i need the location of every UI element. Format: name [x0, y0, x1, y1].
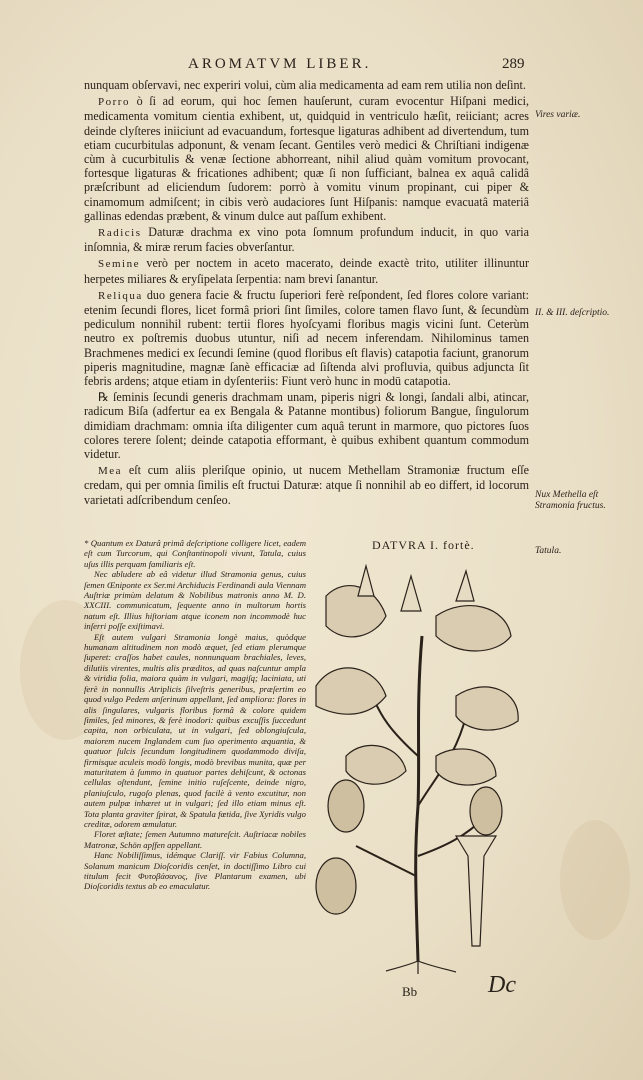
margin-note: Tatula.	[535, 546, 562, 556]
signature-mark: Bb	[402, 984, 418, 999]
lead-word: Porro	[98, 96, 130, 109]
margin-note: Vires variæ.	[535, 110, 581, 120]
note-paragraph: Eſt autem vulgari Stramonia longè maius, quòdque humanam altitudinem non modò æquet, ſed etiam plerumque ſuperet: craſſos habet caules, nonnunquam brachiales, leves, dilutiis virentes, multis alis præditos, ad quas naſcuntur ampla & viridia folia, maiora quàm in vulgari, magiſq; laciniata, uti ferè in nonnullis Atriplicis ſilveſtris generibus, præſertim eo quod vulgo Pedem anſerinum appellant, ſed ampliora: flores in alis ſingulares, vulgaris floribus formâ & colore quidem ſimiles, ſed minores, & ferè inodori: quibus excuſſis ſuccedunt capita, non orbiculata, ut in vulgari, ſed oblongiuſcula, maiorem nucem Inglandem cum ſuo operimento æquantia, & quatuor ſulcis ſecundum longitudinem quodammodo diviſa, firmisque aculeis modò longis, modò brevibus munita, quæ per maturitatem à ſummo in quatuor partes dehiſcunt, & octonas cellulas oſtendunt, ſemine initio ruſeſcente, deinde nigro, planiuſculo, rugoſo plenas, quod facilè à vento excutitur, non autem pulpæ inhæret ut in vulgari; ſed illo etiam minus eſt. Tota planta graviter ſpirat, & Spatula fœtida, ſive Xyridis vulgo creditæ, odorem æmulatur.	[84, 631, 306, 829]
note-paragraph: Nec abludere ab eâ videtur illud Stramonia genus, cuius ſemen Œniponte ex Ser.mi Archiducis Ferdinandi aula Viennam Auſtriæ primùm delatum & Nobilibus matronis anno M. D. XXCIII. communicatum, ſequente anno in multorum hortis natum eſt. Illius hiſtoriam atque iconem non incommodè huc inſerri poſſe exiſtimavi.	[84, 569, 306, 632]
paragraph	[84, 225, 529, 254]
lead-word: Radicis	[98, 227, 142, 240]
paper-stain	[560, 820, 630, 940]
main-text	[84, 78, 529, 507]
annotation-column	[84, 538, 306, 892]
paragraph-text: verò per noctem in aceto macerato, deinde exactè trito, utiliter illinuntur herpetes miliares & eryſipelata ſerpentia: nam brevi ſanantur.	[84, 256, 529, 286]
note-paragraph: Hanc Nobiliſſimus, idémque Clariſſ. vir Fabius Columna, Solanum manicum Dioſcoridis cenſet, in doctiſſimo Libro cui titulum fecit Φυτοβάσανος, ſive Plantarum examen, ubi Dioſcoridis textus ab eo emaculatur.	[84, 850, 306, 892]
paragraph-text: Daturæ drachma ex vino pota ſomnum profundum inducit, in quo varia inſomnia, & miræ rerum facies obverſantur.	[84, 225, 529, 255]
paragraph-text: eſt cum aliis pleriſque opinio, ut nucem Methellam Stramoniæ fructum eſſe credam, qui per omnia ſimilis eſt fructui Daturæ: atque ſi nonnihil ab eo differt, id locorum varietati adſcribendum cenſeo.	[84, 463, 529, 507]
paragraph	[84, 463, 529, 507]
paragraph-text: ò ſi ad eorum, qui hoc ſemen hauſerunt, curam evocentur Hiſpani medici, medicamenta vomitum cientia exhibent, ut, quidquid in ventriculo hæſit, reiiciant; acres deinde clyſteres iniiciunt ad evacuandum, fortesque ligaturas adhibent ad divertendum, tum etiam cucurbitulas adponunt, & venam ſecant. Gentiles verò medici & Chriſtiani indigenæ cùm à cucurbitulis & venæ ſectione abhorreant, nihil aliud quàm vomitum provocant, fortesque ligaturas & fricationes adhibent; quæ ſi non ſufficiant, balnea ex aquâ calidâ præſcribunt ad eliciendum ſudorem: porrò à vomitu vinum propinant, cui piper & cinamomum admiſcent; in cibis verò audaciores ſunt Hiſpanis: namque evacuatâ materiâ gallinas edendas præbent, & vinum dulce aut paſſum exhibent.	[84, 94, 529, 223]
margin-note: II. & III. deſcriptio.	[535, 308, 610, 318]
page-header	[0, 56, 643, 76]
margin-note: Nux Methella eſt Stramonia fructus.	[535, 490, 606, 511]
datura-plant-illustration	[306, 556, 526, 976]
page-number: 289	[502, 56, 525, 72]
paragraph-text: duo genera facie & fructu ſuperiori ferè reſpondent, ſed flores colore variant: etenim ſecundi flores, licet formâ priori ſint ſimiles, colore tamen flavo ſunt, & ſecundùm pediculum nonnihil rubent: tertii flores hyoſcyami floribus magis vicini ſunt. Ceterùm neutro ex poſtremis duobus utuntur, niſi ad necem inferendam. Nihilominus tamen Brachmenes medici ex ſecundi ſemine (quod floribus eſt flavis) catapotia faciunt, granorum piperis magnitudine, magnæ ſanè efficaciæ ad ſiſtenda alvi profluvia, quibus adjuncta ſit febris ardens; atque etiam in dyſenteriis: Fiunt verò hunc in modū catapotia.	[84, 287, 529, 389]
note-paragraph: Floret æſtate; ſemen Autumno matureſcit. Auſtriacæ nobiles Matronæ, Schön apſfen appellant.	[84, 829, 306, 850]
paragraph	[84, 94, 529, 223]
lead-word: Semine	[98, 258, 140, 271]
paragraph: ℞ ſeminis ſecundi generis drachmam unam, piperis nigri & longi, ſandali albi, atincar, radicum Biſa (adfertur ea ex Bengala & Patanne montibus) foliorum Bangue, ſingulorum dimidiam drachmam: omnia iſta diligenter cum aquâ terunt in marmore, quo pictores ſuos colores terere ſolent; deinde catapotia efformant, è quibus exhibent quantum commodum videtur.	[84, 390, 529, 462]
paragraph	[84, 288, 529, 388]
paragraph: nunquam obſervavi, nec experiri volui, cùm alia medicamenta ad eam rem utilia non deſint.	[84, 78, 526, 92]
lead-word: Mea	[98, 465, 123, 478]
lead-word: Reliqua	[98, 289, 143, 302]
handwritten-mark: Dc	[488, 972, 516, 998]
running-head: AROMATVM LIBER.	[188, 56, 372, 72]
note-paragraph: * Quantum ex Daturâ primâ deſcriptione colligere licet, eadem eſt cum Turcorum, qui Conſtantinopoli vivunt, Tatula, cuius uſus illis perquam familiaris eſt.	[84, 538, 306, 569]
paragraph	[84, 256, 529, 285]
figure-title: DATVRA I. fortè.	[372, 538, 475, 552]
